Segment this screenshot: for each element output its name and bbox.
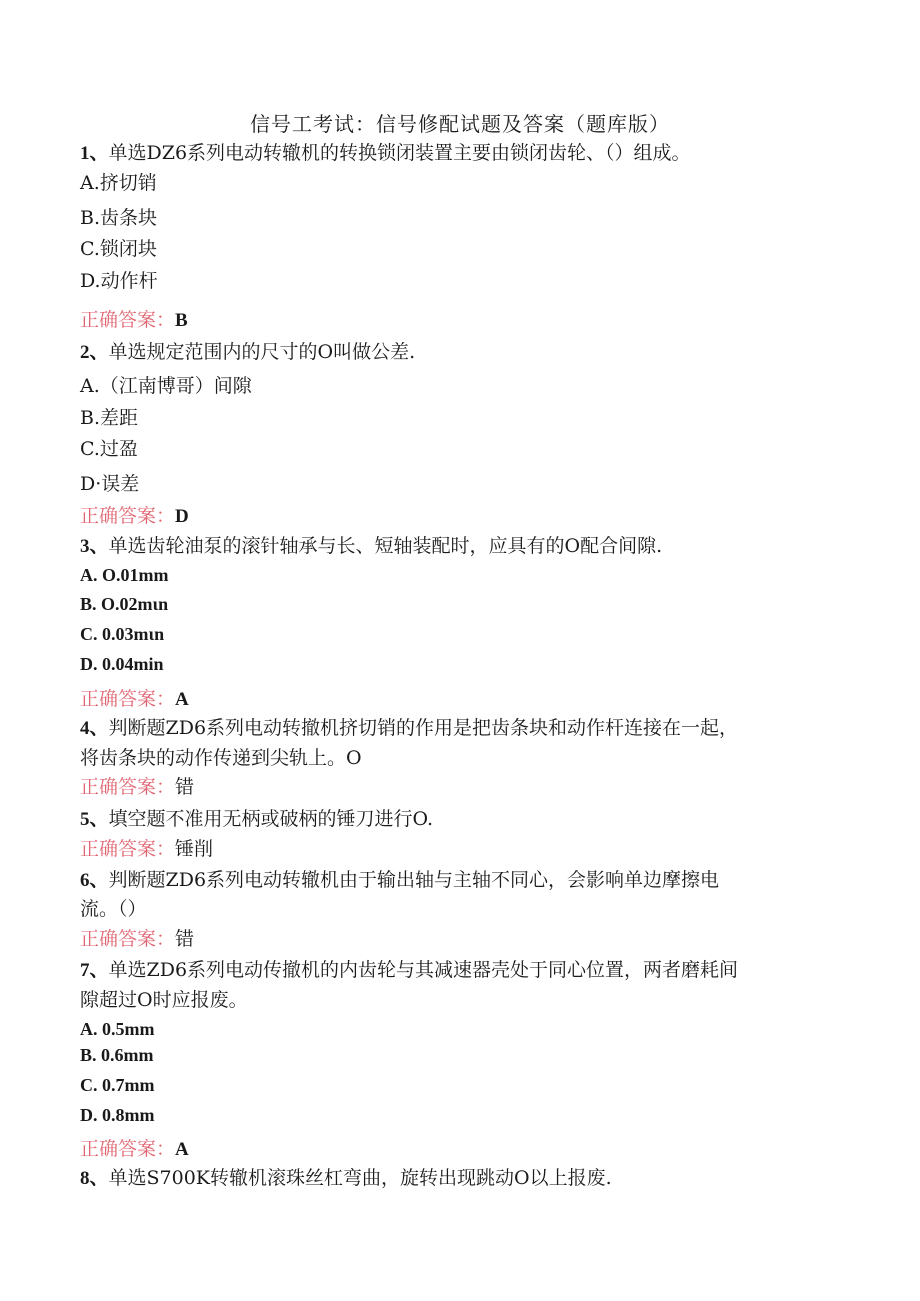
answer-value: 锤削 (175, 838, 214, 860)
question-text: 单选ZD6系列电动传撤机的内齿轮与其减速器壳处于同心位置，两者磨耗间 (108, 959, 739, 981)
answer-value: A (175, 1139, 189, 1160)
option-b: B. O.02mιn (80, 594, 169, 614)
answer-value: 错 (175, 776, 195, 798)
question-number: 5、 (80, 809, 109, 830)
option-c: C. 0.03mιn (80, 624, 165, 644)
question-number: 8、 (80, 1168, 109, 1189)
answer-7 (80, 1136, 189, 1163)
answer-label: 正确答案： (80, 1138, 176, 1160)
question-4-continued: 将齿条块的动作传递到尖轨上。O (80, 747, 362, 769)
option-c: C. 0.7mm (80, 1075, 155, 1095)
answer-value: D (175, 506, 189, 527)
option-b: B.齿条块 (80, 207, 158, 229)
option-c: C.过盈 (80, 438, 138, 460)
answer-label: 正确答案： (80, 776, 176, 798)
question-number: 6、 (80, 870, 109, 891)
answer-1 (80, 307, 188, 334)
question-text: 单选DZ6系列电动转辙机的转换锁闭装置主要由锁闭齿轮、（）组成。 (108, 142, 691, 164)
option-b: B.差距 (80, 407, 139, 429)
question-text: 填空题不准用无柄或破柄的锤刀进行O. (108, 808, 434, 830)
option-c: C.锁闭块 (80, 238, 157, 260)
option-a: A. O.01mm (80, 565, 169, 585)
question-text: 单选规定范围内的尺寸的O叫做公差. (108, 341, 416, 363)
question-6 (80, 867, 719, 894)
answer-label: 正确答案： (80, 688, 176, 710)
answer-3 (80, 686, 189, 713)
answer-4 (80, 774, 194, 800)
answer-6 (80, 926, 194, 952)
answer-2 (80, 503, 189, 530)
question-6-continued: 流。（） (80, 898, 147, 920)
question-8 (80, 1165, 612, 1192)
question-number: 7、 (80, 960, 109, 981)
question-7 (80, 957, 738, 984)
question-text: 单选S700K转辙机滚珠丝杠弯曲，旋转出现跳动O以上报废. (108, 1167, 612, 1189)
page-title: 信号工考试：信号修配试题及答案（题库版） (250, 112, 670, 136)
option-d: D. 0.04min (80, 654, 164, 674)
option-d: D.动作杆 (80, 270, 158, 292)
question-number: 3、 (80, 536, 109, 557)
option-b: B. 0.6mm (80, 1045, 154, 1065)
question-4 (80, 715, 738, 742)
answer-label: 正确答案： (80, 928, 176, 950)
answer-label: 正确答案： (80, 838, 176, 860)
question-text: 单选齿轮油泵的滚针轴承与长、短轴装配时，应具有的O配合间隙. (108, 535, 663, 557)
answer-5 (80, 836, 213, 862)
option-a: A.挤切销 (80, 172, 157, 194)
answer-label: 正确答案： (80, 505, 176, 527)
answer-value: B (175, 310, 188, 331)
answer-value: A (175, 689, 189, 710)
option-a: A.（江南博哥）间隙 (80, 375, 252, 397)
question-number: 1、 (80, 143, 109, 164)
question-number: 2、 (80, 342, 109, 363)
option-d: D·误差 (80, 473, 140, 495)
answer-value: 错 (175, 928, 195, 950)
answer-label: 正确答案： (80, 309, 176, 331)
question-number: 4、 (80, 718, 109, 739)
question-text: 判断题ZD6系列电动转辙机由于输出轴与主轴不同心，会影响单边摩擦电 (108, 869, 720, 891)
option-d: D. 0.8mm (80, 1105, 155, 1125)
question-1 (80, 140, 691, 167)
question-5 (80, 806, 433, 833)
question-2 (80, 339, 415, 366)
option-a: A. 0.5mm (80, 1019, 155, 1039)
question-text: 判断题ZD6系列电动转撤机挤切销的作用是把齿条块和动作杆连接在一起， (108, 717, 739, 739)
question-3 (80, 533, 662, 560)
question-7-continued: 隙超过O时应报废。 (80, 989, 248, 1011)
